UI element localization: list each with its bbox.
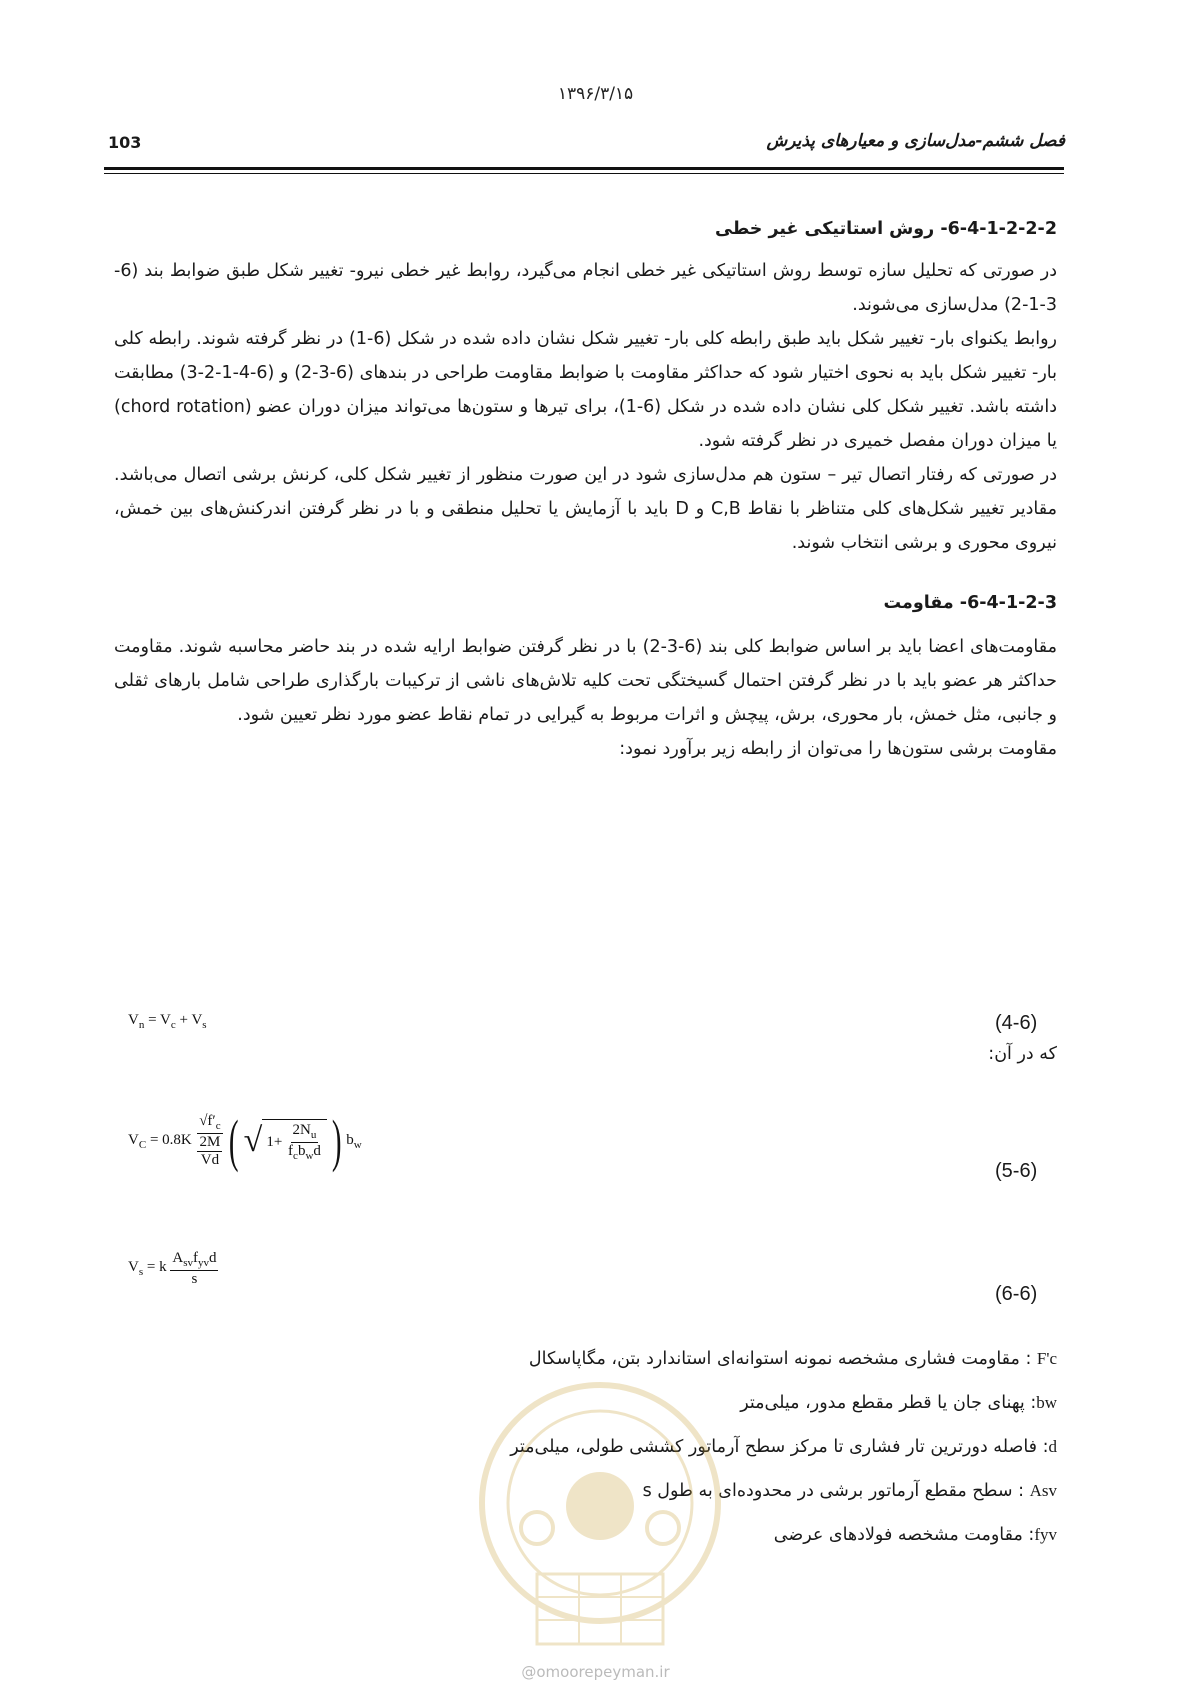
main-content [114,212,1057,766]
definition-item: fyv: مقاومت مشخصه فولادهای عرضی [773,1525,1057,1545]
equation-label-6-6: (6-6) [995,1283,1038,1305]
equation-vn: $V_n = V_c + V_s$ [128,1012,207,1031]
page-number: 103 [108,133,142,152]
where-text: که در آن: [988,1044,1057,1064]
section-heading-strength: 6-4-1-2-3- مقاومت [883,593,1057,613]
header-rule-thick [104,167,1064,170]
definition-item: F'c : مقاومت فشاری مشخصه نمونه استوانه‌ای استاندارد بتن، مگاپاسکال [528,1349,1057,1369]
watermark-site-text: @omoorepeyman.ir [521,1663,670,1681]
equation-label-5-6: (5-6) [995,1160,1038,1182]
definition-item: bw: پهنای جان یا قطر مقطع مدور، میلی‌متر [740,1393,1057,1413]
paragraph: در صورتی که تحلیل سازه توسط روش استاتیکی غیر خطی انجام می‌گیرد، روابط غیر خطی نیرو- تغییر شکل طبق ضوابط بند (6-3-1-2) مدل‌سازی می‌شوند. [114,261,1057,315]
paragraph: مقاومت برشی ستون‌ها را می‌توان از رابطه زیر برآورد نمود: [619,739,1057,759]
chapter-title: فصل ششم-مدل‌سازی و معیارهای پذیرش [766,131,1065,151]
equation-vs: $V_s = k$ $\frac{A_{sv}f_{yv}d}{s}$ [128,1250,217,1287]
definition-item: Asv : سطح مقطع آرماتور برشی در محدوده‌ای به طول s [642,1481,1057,1501]
equation-label-4-6: (4-6) [995,1012,1038,1034]
paragraph: مقاومت‌های اعضا باید بر اساس ضوابط کلی بند (6-3-2) با در نظر گرفتن ضوابط ارایه شده در بند حاضر محاسبه شوند. مقاومت حداکثر هر عضو باید با در نظر گرفتن احتمال گسیختگی تحت کلیه تلاش‌های ناشی از ترکیبات بارگذاری طراحی شامل بارهای ثقلی و جانبی، مثل خمش، بار محوری، برش، پیچش و اثرات مربوط به گیرایی در تمام نقاط عضو مورد نظر تعیین شود. [114,637,1057,725]
equation-vc: $V_C = 0.8K$ $\frac{√f'_c}{\frac{2M}{Vd}}$ ( √ 1+ $\frac{2N_u}{f_cb_wd}$ ) $b_w$ [128,1108,362,1173]
paragraph: روابط یکنوای بار- تغییر شکل باید طبق رابطه کلی بار- تغییر شکل نشان داده شده در شکل (6-1) در نظر گرفته شوند. رابطه کلی بار- تغییر شکل باید به نحوی اختیار شود که حداکثر مقاومت با ضوابط مقاومت طراحی در بندهای (6-3-2) و (6-4-1-2-3) مطابقت داشته باشد. تغییر شکل کلی نشان داده شده در شکل (6-1)، برای تیرها و ستون‌ها می‌تواند میزان دوران عضو (chord rotation) یا میزان دوران مفصل خمیری در نظر گرفته شود. [114,329,1058,451]
document-date: ۱۳۹۶/۳/۱۵ [557,84,634,104]
definition-item: d: فاصله دورترین تار فشاری تا مرکز سطح آرماتور کششی طولی، میلی‌متر [510,1437,1057,1457]
header-rule-thin [104,173,1064,174]
watermark-seal-icon [475,1378,725,1678]
section-heading-nonlinear-static: 6-4-1-2-2-2- روش استاتیکی غیر خطی [715,219,1057,239]
paragraph: در صورتی که رفتار اتصال تیر – ستون هم مدل‌سازی شود در این صورت منظور از تغییر شکل کلی، کرنش برشی اتصال می‌باشد. مقادیر تغییر شکل‌های کلی متناظر با نقاط C,B و D باید با آزمایش یا تحلیل منطقی و با در نظر گرفتن اندرکنش‌های بین خمش، نیروی محوری و برشی انتخاب شوند. [114,465,1057,553]
equation-vc-fraction: $\frac{√f'_c}{\frac{2M}{Vd}}$ [199,1112,221,1168]
